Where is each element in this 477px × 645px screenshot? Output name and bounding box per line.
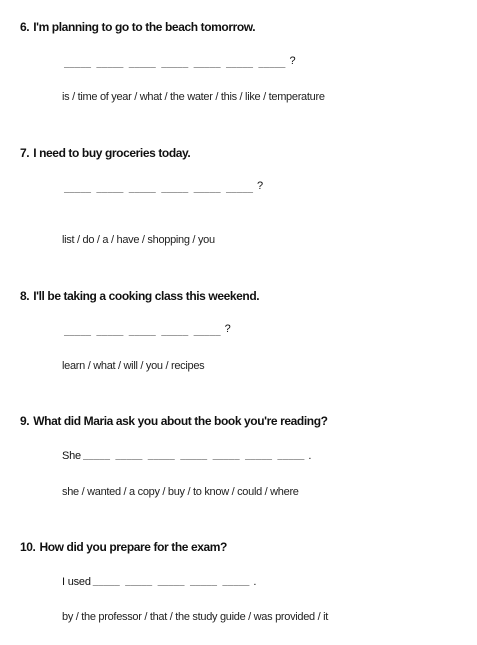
question-title (20, 20, 255, 34)
question-number: 9. (20, 414, 30, 428)
answer-line (62, 323, 231, 338)
answer-line (62, 576, 256, 588)
answer-end-mark: . (253, 576, 257, 588)
question-prompt: I'll be taking a cooking class this weekend. (33, 289, 260, 303)
answer-blanks[interactable]: _____ _____ _____ _____ _____ _____ _____ (64, 60, 286, 70)
word-bank: she / wanted / a copy / buy / to know / could / where (62, 486, 299, 498)
question-title (20, 289, 259, 303)
word-bank: by / the professor / that / the study guide / was provided / it (62, 611, 329, 623)
question-title (20, 540, 227, 554)
word-bank: learn / what / will / you / recipes (62, 360, 205, 372)
answer-line (62, 55, 296, 70)
question-number: 8. (20, 289, 30, 303)
answer-lead: I used (62, 576, 91, 588)
question-number: 10. (20, 540, 36, 554)
question-title (20, 146, 190, 160)
word-bank: is / time of year / what / the water / this / like / temperature (62, 91, 325, 103)
answer-line (62, 450, 311, 462)
answer-end-mark: ? (257, 180, 263, 192)
answer-end-mark: ? (224, 323, 231, 335)
question-title (20, 414, 328, 428)
answer-end-mark: ? (289, 55, 296, 67)
answer-blanks[interactable]: _____ _____ _____ _____ _____ _____ (64, 185, 254, 195)
question-prompt: What did Maria ask you about the book you're reading? (33, 414, 328, 428)
answer-blanks[interactable]: _____ _____ _____ _____ _____ (64, 328, 221, 338)
question-prompt: I'm planning to go to the beach tomorrow. (33, 20, 256, 34)
question-prompt: I need to buy groceries today. (33, 146, 191, 160)
answer-lead: She (62, 450, 81, 462)
answer-blanks[interactable]: _____ _____ _____ _____ _____ _____ _____ (82, 452, 305, 462)
answer-line (62, 180, 263, 195)
answer-blanks[interactable]: _____ _____ _____ _____ _____ (92, 578, 250, 588)
question-number: 6. (20, 20, 30, 34)
question-prompt: How did you prepare for the exam? (39, 540, 227, 554)
question-number: 7. (20, 146, 30, 160)
answer-end-mark: . (308, 450, 312, 462)
word-bank: list / do / a / have / shopping / you (62, 234, 215, 246)
